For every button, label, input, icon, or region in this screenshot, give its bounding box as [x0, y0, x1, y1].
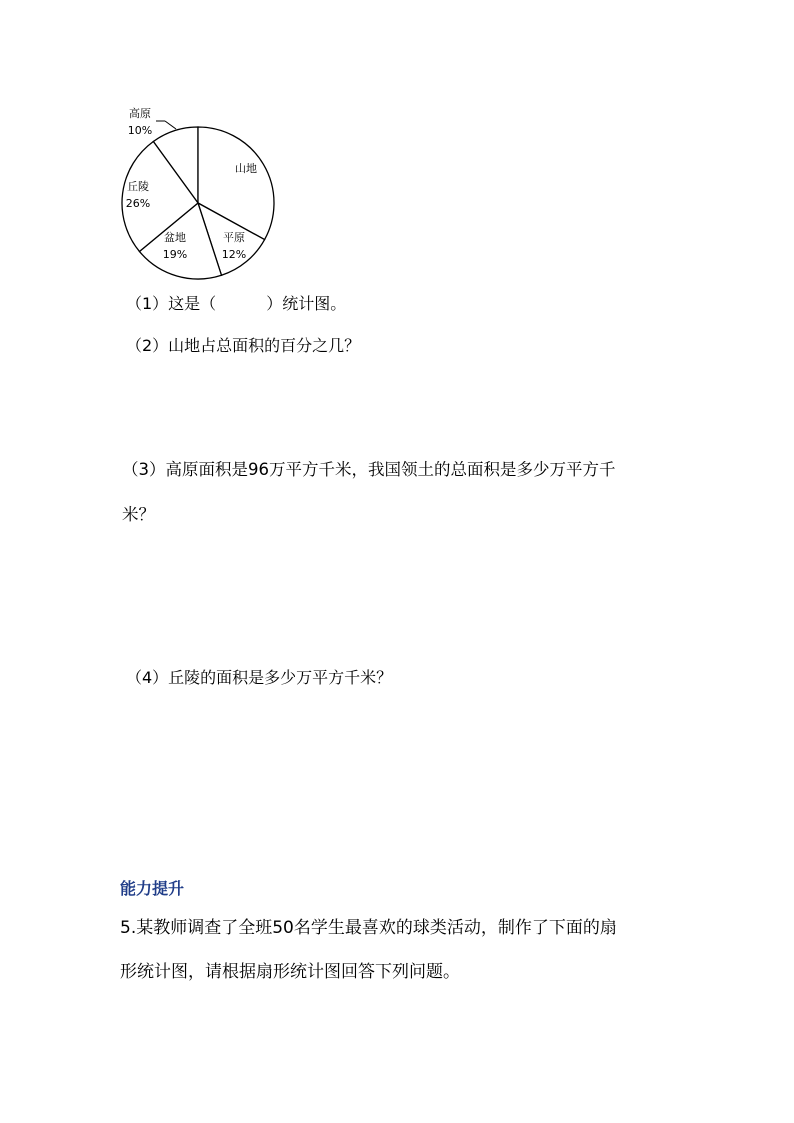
pie-value-basin: 19%	[162, 248, 188, 261]
question-3-line-1: （3）高原面积是96万平方千米，我国领土的总面积是多少万平方千	[122, 460, 616, 479]
question-3-line-2: 米？	[122, 505, 155, 524]
pie-label-plateau: 高原	[129, 107, 151, 120]
pie-label-hills: 丘陵	[127, 180, 149, 193]
question-4: （4）丘陵的面积是多少万平方千米？	[126, 668, 393, 687]
question-1-before: （1）这是（	[126, 294, 217, 313]
pie-chart	[110, 95, 290, 285]
question-2: （2）山地占总面积的百分之几？	[126, 336, 361, 355]
question-1	[126, 294, 346, 314]
pie-value-plain: 12%	[221, 248, 247, 261]
question-1-after: ）统计图。	[266, 294, 347, 313]
problem-5-line-2: 形统计图，请根据扇形统计图回答下列问题。	[120, 962, 460, 982]
pie-value-hills: 26%	[125, 197, 151, 210]
pie-label-basin: 盆地	[164, 231, 186, 244]
leader-line-plateau	[165, 121, 176, 129]
pie-label-plain: 平原	[223, 231, 245, 244]
problem-5-line-1: 5.某教师调查了全班50名学生最喜欢的球类活动，制作了下面的扇	[120, 918, 617, 938]
section-title: 能力提升	[120, 879, 185, 898]
pie-label-mountain: 山地	[235, 162, 257, 175]
pie-value-plateau: 10%	[127, 124, 153, 137]
